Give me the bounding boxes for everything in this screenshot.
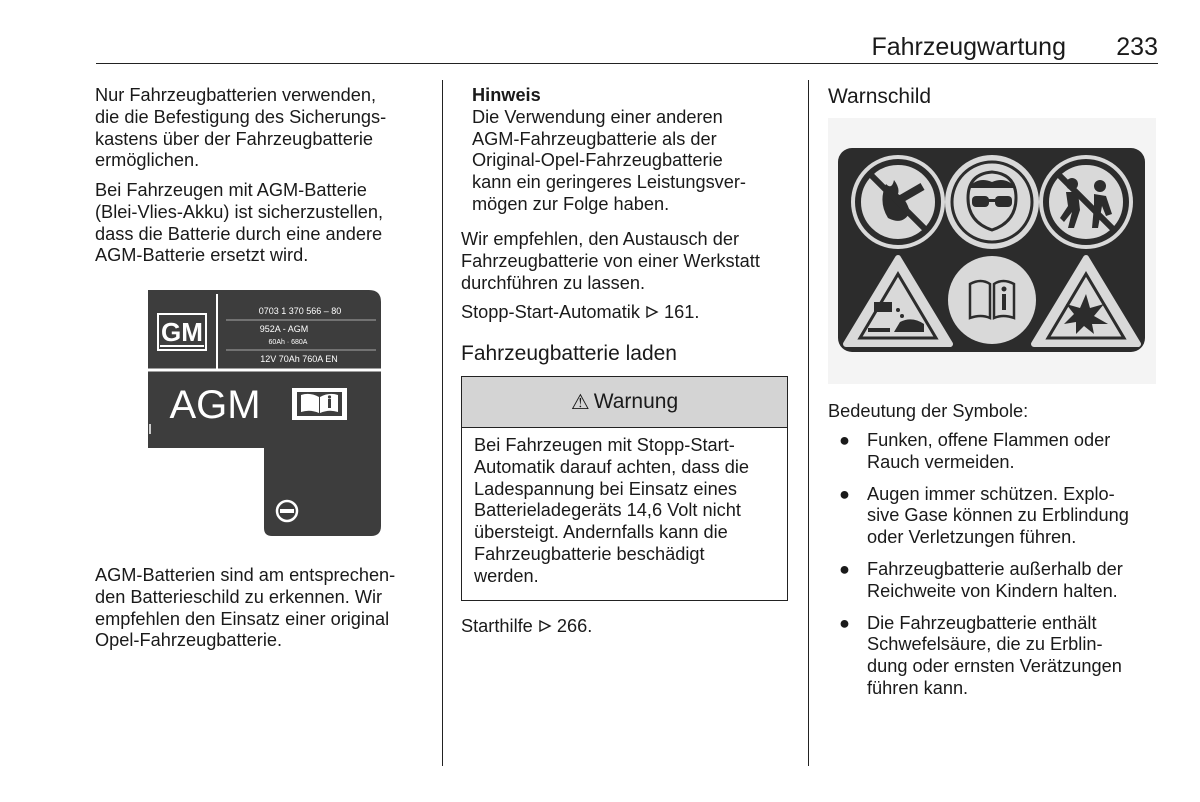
cross-reference-starthilfe[interactable]: Starthilfe 266. [461,616,593,636]
running-header-title: Fahrzeugwartung [871,33,1066,61]
note-title: Hinweis [472,85,541,105]
col1-paragraph-3: AGM-Batterien sind am entsprechen- den Batterieschild zu erkennen. Wir empfehlen den Einsatz einer original Opel-Fahrzeugbatterie. [95,565,396,651]
column-divider-1 [442,80,443,766]
col1-paragraph-2: Bei Fahrzeugen mit AGM-Batterie (Blei-Vlies-Akku) ist sicherzustellen, dass die Batterie durch eine andere AGM-Batterie ersetzt wird. [95,180,384,266]
label-code-line-1: 0703 1 370 566 – 80 [258,306,342,316]
warning-triangle-icon: ⚠ [570,390,590,414]
list-item: ● Die Fahrzeugbatterie enthält Schwefelsäure, die zu Erblin- dung oder ernsten Verätzungen führen kann. [839,612,1122,698]
bullet-icon: ● [839,558,850,579]
list-item: ● Funken, offene Flammen oder Rauch vermeiden. [839,430,1111,472]
section-heading-warnschild: Warnschild [828,85,932,108]
list-item: ● Augen immer schützen. Explo- sive Gase können zu Erblindung oder Verletzungen führen. [839,483,1129,548]
no-fire-smoking-icon [851,155,945,249]
col2-paragraph-1: Wir empfehlen, den Austausch der Fahrzeugbatterie von einer Werkstatt durchführen zu lassen. [461,229,760,293]
col1-paragraph-1: Nur Fahrzeugbatterien verwenden, die die Befestigung des Sicherungs- kastens über der Fahrzeugbatterie ermöglichen. [95,85,387,171]
symbols-intro: Bedeutung der Symbole: [828,401,1029,421]
label-code-line-2: 952A - AGM [259,324,309,334]
keep-away-from-children-icon [1039,155,1133,249]
cross-reference-stopp-start[interactable]: Stopp-Start-Automatik 161. [461,302,700,322]
reference-arrow-icon [538,619,552,633]
warning-sign-figure [828,118,1156,384]
manual-book-icon [292,388,347,420]
read-manual-icon [948,256,1036,344]
agm-battery-label-figure [94,278,425,550]
reference-arrow-icon [645,305,659,319]
bullet-icon: ● [839,483,850,504]
symbols-list [836,430,1129,710]
label-brand-text: GM [161,317,203,347]
warning-title: Warnung [593,390,679,413]
header-rule [96,63,1158,64]
warning-header [462,377,787,428]
bullet-icon: ● [839,612,850,633]
note-block: Hinweis Die Verwendung einer anderen AGM-Fahrzeugbatterie als der Original-Opel-Fahrzeugbatterie kann ein geringeres Leistungsver- mögen zur Folge haben. [472,85,746,214]
eye-protection-icon [945,155,1039,249]
page-number: 233 [1116,33,1158,61]
list-item: ● Fahrzeugbatterie außerhalb der Reichweite von Kindern halten. [839,558,1123,601]
gm-logo-icon [158,314,206,350]
column-divider-2 [808,80,809,766]
section-heading-charging: Fahrzeugbatterie laden [461,342,677,365]
warning-box [461,376,788,601]
label-code-line-4: 12V 70Ah 760A EN [260,354,338,364]
bullet-icon: ● [839,430,850,450]
label-type-text: AGM [169,383,261,427]
label-code-line-3: 60Ah · 680A [268,339,308,346]
warning-body: Bei Fahrzeugen mit Stopp-Start- Automatik darauf achten, dass die Ladespannung bei Einsatz eines Batterieladegeräts 14,6 Volt nicht übersteigt. Andernfalls kann die Fahrzeugbatterie beschädigt werden. [474,435,749,586]
